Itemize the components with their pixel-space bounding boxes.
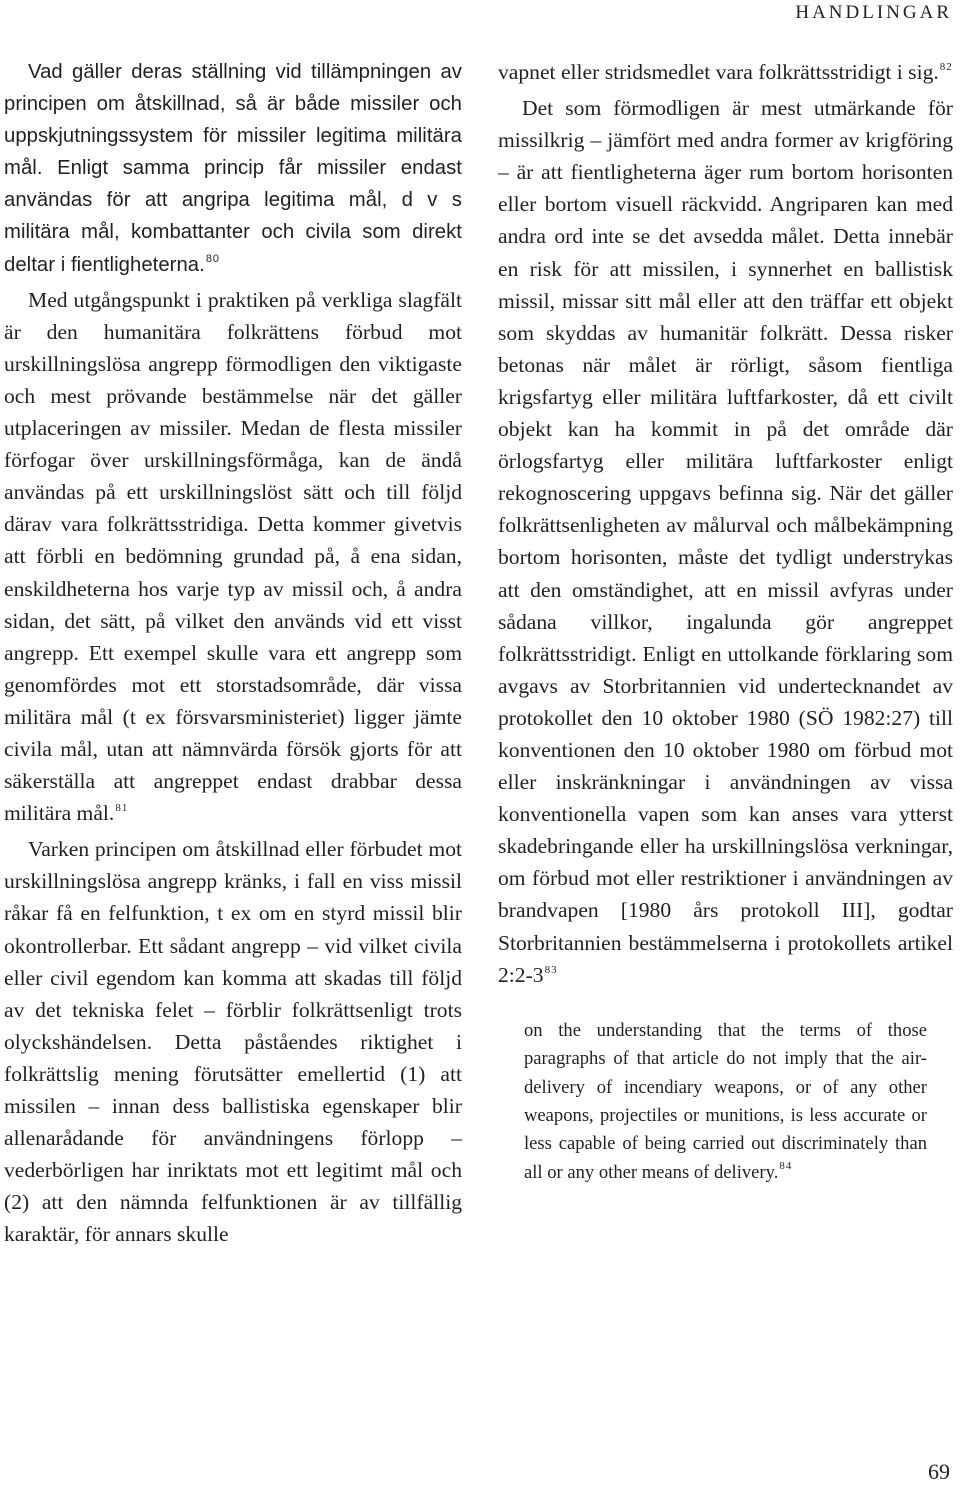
- paragraph-text: vapnet eller stridsmedlet vara folkrättsstridigt i sig.: [498, 60, 939, 84]
- page-number: 69: [928, 1459, 950, 1484]
- paragraph-beyond-horizon: [498, 92, 953, 995]
- footnote-marker: 82: [939, 61, 953, 73]
- paragraph-indiscriminate-attacks: [4, 284, 462, 834]
- paragraph-text: Med utgångspunkt i praktiken på verkliga slagfält är den humanitära folkrättens förbud mot urskillningslösa angrepp förmodligen den viktigaste och mest prövande bestämmelse när det gäller utplaceringen av missiler. Medan de flesta missiler förfogar över urskillningsförmåga, kan de ändå användas på ett urskillningslöst sätt och till följd därav vara folkrättsstridiga. Detta kommer givetvis att förbli en bedömning grundad på, å ena sidan, enskildheterna hos varje typ av missil och, å andra sidan, det sätt, på vilket den används vid ett visst angrepp. Ett exempel skulle vara ett angrepp som genomfördes mot ett storstadsområde, där vissa militära mål (t ex försvarsministeriet) ligger jämte civila mål, utan att nämnvärda försök gjorts för att säkerställa att angreppet endast drabbar dessa militära mål.: [4, 287, 462, 826]
- paragraph-text: Varken principen om åtskillnad eller förbudet mot urskillningslösa angrepp kränks, i fall en viss missil råkar få en felfunktion, t ex om en styrd missil blir okontrollerbar. Ett sådant angrepp – vid vilket civila eller civil egendom kan komma att skadas till följd av det tekniska felet – förblir folkrättsenligt trots olyckshändelsen. Detta påståendes riktighet i folkrättslig mening förutsätter emellertid (1) att missilen – innan dess ballistiska egenskaper blir allenarådande för användningens förlopp – vederbörligen har inriktats mot ett legitimt mål och (2) att den nämnda felfunktionen är av tillfällig karaktär, för annars skulle: [4, 837, 462, 1247]
- footnote-marker: 80: [205, 252, 221, 265]
- paragraph-continuation: [498, 56, 953, 92]
- quote-text: on the understanding that the terms of those paragraphs of that article do not imply that the air-delivery of incendiary weapons, or of any other weapons, projectiles or munitions, is less accurate or less capable of being carried out discriminately than all or any other means of delivery.: [524, 1019, 927, 1183]
- paragraph-malfunction: [4, 833, 462, 1250]
- paragraph-text: Det som förmodligen är mest utmärkande för missilkrig – jämfört med andra former av krigföring – är att fientligheterna äger rum bortom horisonten eller bortom visuell räckvidd. Angriparen kan med andra ord inte se det avsedda målet. Detta innebär en risk för att missilen, i synnerhet en ballistisk missil, missar sitt mål eller att den träffar ett objekt som skyddas av humanitär folkrätt. Dessa risker betonas när målet är rörligt, såsom fientliga krigsfartyg eller militära luftfarkoster, då ett civilt objekt kan ha kommit in på det område där örlogsfartyg eller militära luftfarkoster enligt rekognoscering uppgavs befinna sig. När det gäller folkrättsenligheten av målurval och målbekämpning bortom horisonten, måste det tydligt understrykas att den omständighet, att en missil avfyras under sådana villkor, ingalunda gör angreppet folkrättsstridigt. Enligt en uttolkande förklaring som avgavs av Storbritannien vid undertecknandet av protokollet den 10 oktober 1980 (SÖ 1982:27) till konventionen den 10 oktober 1980 om förbud mot eller inskränkningar i användningen av vissa konventionella vapen som kan anses vara ytterst skadebringande eller ha urskillningslösa verkningar, om förbud mot eller restriktioner i användningen av brandvapen [1980 års protokoll III], godtar Storbritannien bestämmelserna i protokollets artikel 2:2-3: [498, 96, 953, 987]
- footnote-marker: 81: [115, 802, 129, 815]
- footnote-marker: 83: [544, 963, 558, 976]
- paragraph-principle-of-distinction: [4, 56, 462, 284]
- running-header: HANDLINGAR: [795, 2, 952, 23]
- paragraph-text: Vad gäller deras ställning vid tillämpningen av principen om åtskillnad, så är både missiler och uppskjutningssystem för missiler legitima militära mål. Enligt samma princip får missiler endast användas för att angripa legitima mål, d v s militära mål, kombattanter och civila som direkt deltar i fientligheterna.: [4, 61, 462, 276]
- footnote-marker: 84: [779, 1159, 793, 1172]
- block-quote: [524, 1017, 927, 1189]
- left-column: [4, 56, 462, 1250]
- right-column: [498, 56, 953, 1189]
